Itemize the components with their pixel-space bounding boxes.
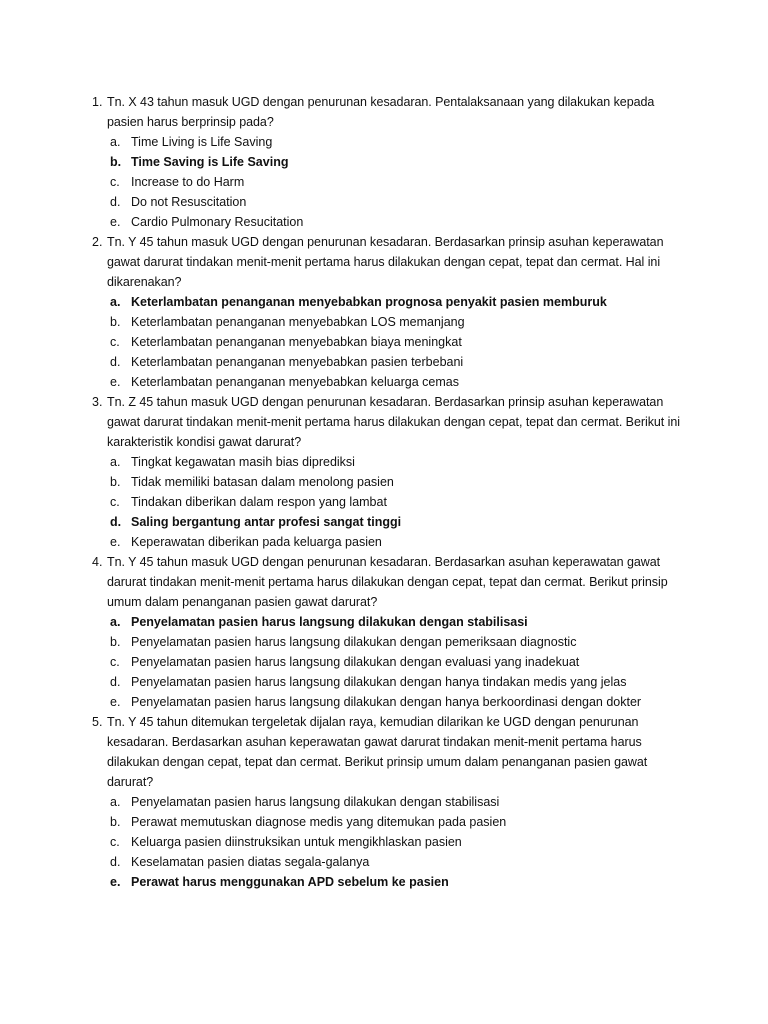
answer-option — [107, 672, 692, 692]
answer-option — [107, 172, 692, 192]
option-text: Perawat memutuskan diagnose medis yang ditemukan pada pasien — [131, 815, 507, 829]
option-list — [107, 792, 692, 892]
question-number: 2. — [92, 235, 103, 249]
answer-option — [107, 652, 692, 672]
answer-option — [107, 852, 692, 872]
answer-option — [107, 632, 692, 652]
answer-option — [107, 292, 692, 312]
option-text: Keterlambatan penanganan menyebabkan LOS memanjang — [131, 315, 465, 329]
option-text: Tindakan diberikan dalam respon yang lambat — [131, 495, 387, 509]
option-text: Time Living is Life Saving — [131, 135, 273, 149]
answer-option — [107, 312, 692, 332]
question-item — [92, 712, 692, 892]
option-letter: d. — [110, 855, 121, 869]
option-text: Penyelamatan pasien harus langsung dilakukan dengan hanya berkoordinasi dengan dokter — [131, 695, 642, 709]
option-letter: a. — [110, 295, 121, 309]
option-list — [107, 612, 692, 712]
answer-option — [107, 692, 692, 712]
question-item — [92, 232, 692, 392]
question-text: Tn. Y 45 tahun ditemukan tergeletak dijalan raya, kemudian dilarikan ke UGD dengan penurunan kesadaran. Berdasarkan asuhan keperawatan gawat darurat tindakan menit-menit pertama harus dilakukan dengan cepat, tepat dan cermat. Berikut prinsip umum dalam penanganan pasien gawat darurat? — [107, 715, 648, 789]
option-text: Penyelamatan pasien harus langsung dilakukan dengan pemeriksaan diagnostic — [131, 635, 577, 649]
answer-option — [107, 332, 692, 352]
question-item — [92, 552, 692, 712]
answer-option — [107, 532, 692, 552]
option-letter: b. — [110, 815, 121, 829]
answer-option — [107, 872, 692, 892]
answer-option — [107, 212, 692, 232]
question-number: 1. — [92, 95, 103, 109]
option-text: Keluarga pasien diinstruksikan untuk mengikhlaskan pasien — [131, 835, 462, 849]
option-letter: a. — [110, 455, 121, 469]
option-letter: e. — [110, 215, 121, 229]
question-number: 4. — [92, 555, 103, 569]
option-text: Keselamatan pasien diatas segala-galanya — [131, 855, 370, 869]
answer-option — [107, 132, 692, 152]
option-text: Keterlambatan penanganan menyebabkan prognosa penyakit pasien memburuk — [131, 295, 607, 309]
option-letter: d. — [110, 195, 121, 209]
option-text: Perawat harus menggunakan APD sebelum ke pasien — [131, 875, 449, 889]
option-letter: e. — [110, 695, 121, 709]
option-text: Time Saving is Life Saving — [131, 155, 289, 169]
option-letter: c. — [110, 655, 120, 669]
option-list — [107, 132, 692, 232]
option-text: Tidak memiliki batasan dalam menolong pasien — [131, 475, 394, 489]
option-letter: e. — [110, 535, 121, 549]
answer-option — [107, 372, 692, 392]
question-item — [92, 92, 692, 232]
answer-option — [107, 612, 692, 632]
question-item — [92, 392, 692, 552]
option-text: Penyelamatan pasien harus langsung dilakukan dengan hanya tindakan medis yang jelas — [131, 675, 627, 689]
option-text: Keterlambatan penanganan menyebabkan keluarga cemas — [131, 375, 460, 389]
answer-option — [107, 812, 692, 832]
answer-option — [107, 492, 692, 512]
question-list — [92, 92, 692, 892]
option-text: Penyelamatan pasien harus langsung dilakukan dengan evaluasi yang inadekuat — [131, 655, 580, 669]
option-text: Do not Resuscitation — [131, 195, 247, 209]
answer-option — [107, 452, 692, 472]
option-letter: a. — [110, 795, 121, 809]
option-text: Keperawatan diberikan pada keluarga pasien — [131, 535, 382, 549]
question-text: Tn. Y 45 tahun masuk UGD dengan penurunan kesadaran. Berdasarkan asuhan keperawatan gawat darurat tindakan menit-menit pertama harus dilakukan dengan cepat, tepat dan cermat. Berikut prinsip umum dalam penanganan pasien gawat darurat? — [107, 555, 668, 609]
option-letter: e. — [110, 375, 121, 389]
option-letter: b. — [110, 315, 121, 329]
option-letter: b. — [110, 475, 121, 489]
option-letter: a. — [110, 615, 121, 629]
option-letter: d. — [110, 515, 122, 529]
option-letter: d. — [110, 355, 121, 369]
option-letter: d. — [110, 675, 121, 689]
option-list — [107, 292, 692, 392]
answer-option — [107, 512, 692, 532]
option-letter: c. — [110, 495, 120, 509]
option-letter: c. — [110, 835, 120, 849]
option-letter: c. — [110, 335, 120, 349]
answer-option — [107, 192, 692, 212]
answer-option — [107, 152, 692, 172]
answer-option — [107, 472, 692, 492]
option-letter: a. — [110, 135, 121, 149]
option-letter: b. — [110, 155, 122, 169]
option-text: Penyelamatan pasien harus langsung dilakukan dengan stabilisasi — [131, 795, 500, 809]
option-text: Penyelamatan pasien harus langsung dilakukan dengan stabilisasi — [131, 615, 528, 629]
option-letter: c. — [110, 175, 120, 189]
answer-option — [107, 352, 692, 372]
option-letter: b. — [110, 635, 121, 649]
option-text: Saling bergantung antar profesi sangat tinggi — [131, 515, 402, 529]
option-list — [107, 452, 692, 552]
answer-option — [107, 792, 692, 812]
question-text: Tn. Z 45 tahun masuk UGD dengan penurunan kesadaran. Berdasarkan prinsip asuhan keperawatan gawat darurat tindakan menit-menit pertama harus dilakukan dengan cepat, tepat dan cermat. Berikut ini karakteristik kondisi gawat darurat? — [107, 395, 681, 449]
question-text: Tn. X 43 tahun masuk UGD dengan penurunan kesadaran. Pentalaksanaan yang dilakukan kepada pasien harus berprinsip pada? — [107, 95, 655, 129]
answer-option — [107, 832, 692, 852]
option-text: Increase to do Harm — [131, 175, 245, 189]
option-letter: e. — [110, 875, 121, 889]
question-text: Tn. Y 45 tahun masuk UGD dengan penurunan kesadaran. Berdasarkan prinsip asuhan keperawatan gawat darurat tindakan menit-menit pertama harus dilakukan dengan cepat, tepat dan cermat. Hal ini dikarenakan? — [107, 235, 664, 289]
option-text: Cardio Pulmonary Resucitation — [131, 215, 304, 229]
question-number: 5. — [92, 715, 103, 729]
question-number: 3. — [92, 395, 103, 409]
option-text: Tingkat kegawatan masih bias diprediksi — [131, 455, 355, 469]
option-text: Keterlambatan penanganan menyebabkan pasien terbebani — [131, 355, 464, 369]
option-text: Keterlambatan penanganan menyebabkan biaya meningkat — [131, 335, 462, 349]
